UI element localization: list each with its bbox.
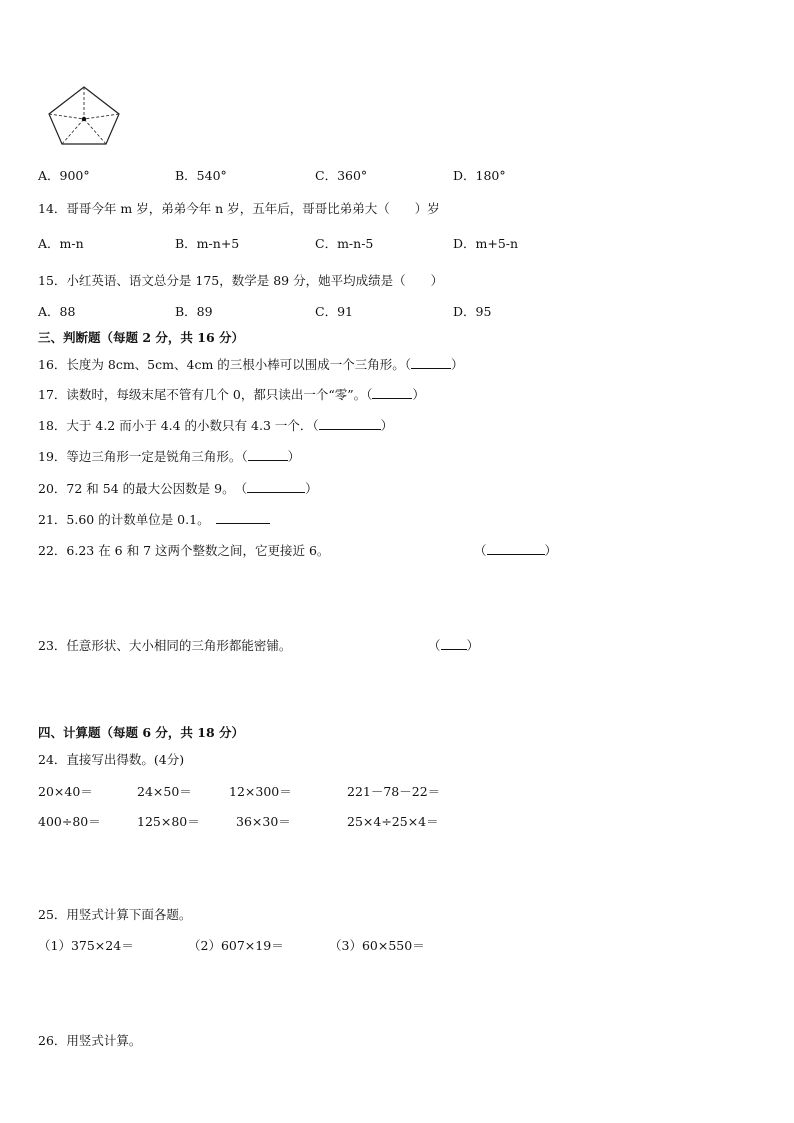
- q13-option-c: C．360°: [315, 168, 368, 183]
- q20: [38, 479, 318, 497]
- q24-item: 20×40＝: [38, 784, 93, 799]
- q22-answer: [474, 541, 557, 559]
- q15-option-a: A．88: [38, 304, 76, 319]
- q25-item-2: （2）607×19＝: [188, 938, 284, 953]
- q18-close: ）: [380, 418, 394, 433]
- q21: [38, 510, 270, 528]
- q21-text: 21．5.60 的计数单位是 0.1。: [38, 512, 210, 527]
- q23-close: ）: [466, 638, 480, 653]
- q24-item: 125×80＝: [137, 814, 200, 829]
- q15-stem: 15．小红英语、语文总分是 175，数学是 89 分，她平均成绩是（ ）: [38, 273, 444, 288]
- q20-close: ）: [305, 481, 318, 496]
- q19-text: 19．等边三角形一定是锐角三角形。（: [38, 449, 248, 464]
- q14-option-d: D．m+5-n: [453, 236, 519, 251]
- q14-stem: 14．哥哥今年 m 岁，弟弟今年 n 岁，五年后，哥哥比弟弟大（ ）岁: [38, 201, 440, 216]
- q22-answer-blank[interactable]: [487, 542, 545, 555]
- q14-option-c: C．m-n-5: [315, 236, 374, 251]
- pentagon-figure: [44, 84, 124, 148]
- q17-close: ）: [412, 387, 425, 402]
- q19-answer-blank[interactable]: [248, 448, 288, 461]
- q13-option-b: B．540°: [175, 168, 227, 183]
- q18: [38, 416, 393, 434]
- q22-text: 22．6.23 在 6 和 7 这两个整数之间，它更接近 6。: [38, 543, 330, 558]
- q16-text: 16．长度为 8cm、5cm、4cm 的三根小棒可以围成一个三角形。（: [38, 357, 412, 372]
- q22-close: ）: [544, 543, 558, 558]
- q18-text: 18．大于 4.2 而小于 4.4 的小数只有 4.3 一个．（: [38, 418, 319, 433]
- q25-item-3: （3）60×550＝: [329, 938, 425, 953]
- q13-option-a: A．900°: [38, 168, 90, 183]
- q16: [38, 355, 464, 373]
- q19-close: ）: [287, 449, 301, 464]
- q16-close: ）: [451, 357, 464, 372]
- q17: [38, 385, 425, 403]
- q14-option-a: A．m-n: [38, 236, 84, 251]
- q20-text: 20．72 和 54 的最大公因数是 9。 （: [38, 481, 248, 496]
- q26-stem: 26．用竖式计算。: [38, 1033, 142, 1048]
- q13-option-d: D．180°: [453, 168, 506, 183]
- q15-option-d: D．95: [453, 304, 492, 319]
- q22-open: （: [474, 543, 487, 558]
- q24-item: 25×4÷25×4＝: [347, 814, 439, 829]
- q24-item: 12×300＝: [229, 784, 292, 799]
- q17-answer-blank[interactable]: [372, 386, 412, 399]
- q25-stem: 25．用竖式计算下面各题。: [38, 907, 192, 922]
- q21-answer-blank[interactable]: [216, 511, 270, 524]
- q14-option-b: B．m-n+5: [175, 236, 240, 251]
- q15-option-b: B．89: [175, 304, 213, 319]
- q23-open: （: [428, 638, 441, 653]
- q15-option-c: C．91: [315, 304, 353, 319]
- q24-item: 221－78－22＝: [347, 784, 441, 799]
- q23-answer-blank[interactable]: [441, 637, 467, 650]
- q17-text: 17．读数时，每级末尾不管有几个 0，都只读出一个“零”。（: [38, 387, 373, 402]
- q20-answer-blank[interactable]: [247, 480, 305, 493]
- q24-stem: 24．直接写出得数。(4分): [38, 752, 185, 767]
- q23-text: 23．任意形状、大小相同的三角形都能密铺。: [38, 638, 292, 653]
- section3-heading: 三、判断题（每题 2 分，共 16 分）: [38, 330, 245, 345]
- q24-item: 24×50＝: [137, 784, 192, 799]
- q16-answer-blank[interactable]: [411, 356, 451, 369]
- q23-answer: [428, 636, 479, 654]
- section4-heading: 四、计算题（每题 6 分，共 18 分）: [38, 725, 245, 740]
- q24-item: 400÷80＝: [38, 814, 101, 829]
- q19: [38, 447, 300, 465]
- q25-item-1: （1）375×24＝: [38, 938, 134, 953]
- q24-item: 36×30＝: [236, 814, 291, 829]
- q18-answer-blank[interactable]: [319, 417, 381, 430]
